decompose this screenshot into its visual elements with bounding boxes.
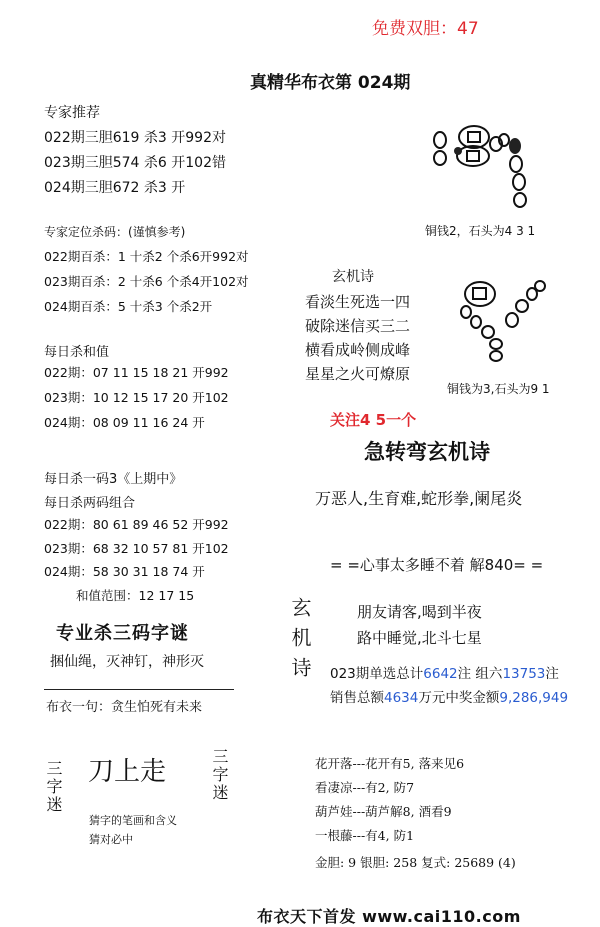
expert-list [44, 126, 226, 201]
list-item: 022期百杀：1 十杀2 个杀6开992对 [44, 249, 249, 264]
list-item: 023期三胆574 杀6 开102错 [44, 155, 226, 171]
heart-line: = =心事太多睡不着 解840= = [330, 556, 544, 574]
daily-two-list [44, 513, 229, 584]
list-item: 024期三胆672 杀3 开 [44, 180, 186, 196]
list-item: 022期：07 11 15 18 21 开992 [44, 365, 229, 380]
kill-riddle-title: 专业杀三码字谜 [56, 623, 189, 644]
position-kill-title: 专家定位杀码：(谨慎参考) [44, 225, 186, 239]
expert-title: 专家推荐 [44, 105, 100, 121]
daily-two-title: 每日杀两码组合 [44, 496, 136, 511]
list-item: 星星之火可燎原 [305, 365, 411, 383]
list-item: 024期：08 09 11 16 24 开 [44, 415, 205, 430]
list-item: 023期：68 32 10 57 81 开102 [44, 540, 229, 556]
three-char-hint: 猜字的笔画和含义 [89, 814, 177, 827]
poem-title: 玄机诗 [332, 269, 374, 285]
xuanji-line-2: 路中睡觉,北斗七星 [357, 629, 482, 647]
divider [44, 689, 234, 690]
buyi-one-line: 布衣一句：贪生怕死有未来 [46, 700, 203, 715]
stats-text: 万元中奖金额 [418, 690, 500, 706]
stats-value: 13753 [502, 666, 546, 682]
three-char-hint-2: 猜对必中 [89, 833, 133, 846]
daily-sum-title: 每日杀和值 [44, 345, 110, 360]
stats-line-1 [330, 662, 559, 682]
kill-riddle-text: 捆仙绳，灭神钉，神形灭 [50, 654, 204, 670]
stats-text: 023期单选总计 [330, 666, 424, 682]
sum-range: 和值范围：12 17 15 [76, 588, 195, 603]
list-item: 横看成岭侧成峰 [305, 341, 411, 359]
daily-sum-list [44, 360, 229, 435]
list-item: 022期三胆619 杀3 开992对 [44, 130, 226, 146]
coins-caption-2: 铜钱为3,石头为9 1 [447, 382, 550, 396]
footer-link[interactable]: 布衣天下首发 www.cai110.com [257, 907, 521, 926]
list-item: 023期：10 12 15 17 20 开102 [44, 390, 229, 405]
xuanji-line-1: 朋友请客,喝到半夜 [357, 603, 482, 621]
list-item: 024期：58 30 31 18 74 开 [44, 564, 205, 579]
stats-value: 6642 [423, 666, 458, 682]
riddle-list [315, 752, 464, 848]
gold-silver-line: 金胆: 9 银胆: 258 复式: 25689 (4) [315, 855, 516, 870]
list-item: 看凄凉---有2, 防7 [315, 780, 415, 795]
list-item: 023期百杀：2 十杀6 个杀4开102对 [44, 274, 249, 289]
list-item: 022期：80 61 89 46 52 开992 [44, 517, 229, 532]
three-char-right: 三字迷 [210, 748, 229, 802]
attention-text: 关注4 5一个 [330, 411, 417, 429]
coin-diagram-2-icon [456, 280, 556, 365]
list-item: 花开落---花开有5, 落来见6 [315, 756, 465, 771]
list-item: 破除迷信买三二 [305, 317, 411, 335]
coin-diagram-1-icon [428, 122, 540, 212]
stats-value: 9,286,949 [499, 690, 569, 706]
list-item: 葫芦娃---葫芦解8, 酒看9 [315, 804, 452, 819]
stats-text: 销售总额 [330, 690, 384, 706]
three-char-left: 三字迷 [44, 760, 63, 814]
free-pair-label: 免费双胆：47 [372, 19, 479, 39]
stats-text: 注 [545, 666, 559, 682]
position-kill-list [44, 244, 249, 319]
list-item: 看淡生死选一四 [305, 293, 411, 311]
xuanji-vertical: 玄机诗 [288, 597, 312, 687]
stats-line-2 [330, 686, 568, 706]
list-item: 一根藤---有4, 防1 [315, 828, 415, 843]
stats-text: 注 组六 [457, 666, 503, 682]
page-title: 真精华布衣第 024期 [250, 73, 411, 93]
sharp-turn-title: 急转弯玄机诗 [364, 440, 490, 464]
list-item: 024期百杀：5 十杀3 个杀2开 [44, 299, 213, 314]
daily-one-title: 每日杀一码3《上期中》 [44, 472, 183, 487]
stats-value: 4634 [384, 690, 419, 706]
sharp-turn-text: 万恶人,生育难,蛇形拳,阑尾炎 [315, 489, 523, 508]
poem-lines [305, 290, 410, 386]
three-char-main: 刀上走 [88, 757, 167, 787]
coins-caption-1: 铜钱2，石头为4 3 1 [425, 224, 536, 238]
